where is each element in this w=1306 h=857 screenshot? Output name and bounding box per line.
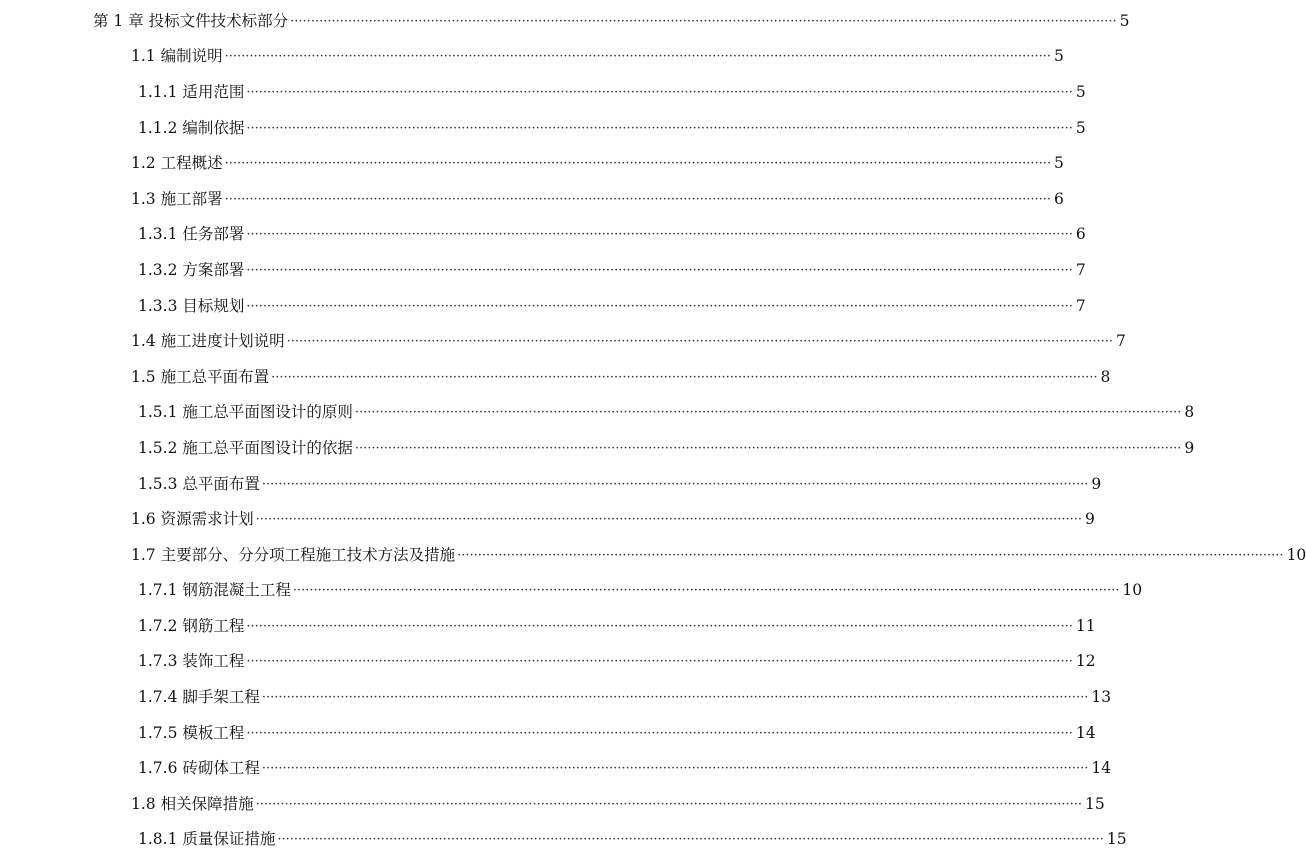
toc-entry[interactable] [138,608,1096,644]
table-of-contents [0,3,1306,857]
dot-leader: ········································································································································································································ [457,547,1284,563]
toc-entry-page-number: 13 [1091,688,1112,707]
toc-entry[interactable] [131,359,1111,395]
dot-leader: ········································································································································································································ [354,440,1182,456]
toc-entry-title: 1.7.1 钢筋混凝土工程 [138,581,291,600]
toc-entry-title: 1.1.2 编制依据 [138,118,245,137]
toc-entry[interactable] [131,145,1064,181]
toc-entry-page-number: 5 [1075,82,1086,101]
toc-entry-title: 1.5.3 总平面布置 [138,474,260,493]
toc-entry-page-number: 11 [1075,616,1096,635]
toc-entry[interactable] [131,537,1306,573]
toc-entry-title: 1.7.4 脚手架工程 [138,688,260,707]
toc-entry-title: 1.3.1 任务部署 [138,225,245,244]
toc-entry-page-number: 10 [1286,545,1306,564]
toc-entry[interactable] [138,715,1096,751]
dot-leader: ········································································································································································································ [354,405,1182,421]
toc-entry[interactable] [138,679,1112,715]
toc-entry-title: 1.3.2 方案部署 [138,260,245,279]
toc-entry[interactable] [138,822,1127,857]
toc-entry-page-number: 5 [1075,118,1086,137]
toc-entry[interactable] [138,288,1086,324]
toc-entry-page-number: 5 [1119,11,1130,30]
toc-entry-page-number: 7 [1075,296,1086,315]
toc-entry[interactable] [131,323,1126,359]
dot-leader: ········································································································································································································ [261,761,1089,777]
dot-leader: ········································································································································································································ [290,13,1117,29]
toc-entry[interactable] [138,430,1195,466]
toc-entry-title: 1.1.1 适用范围 [138,82,245,101]
toc-entry[interactable] [138,750,1112,786]
toc-entry-page-number: 15 [1085,794,1105,813]
toc-entry[interactable] [131,39,1064,75]
dot-leader: ········································································································································································································ [255,512,1083,528]
dot-leader: ········································································································································································································ [224,191,1052,207]
dot-leader: ········································································································································································································ [261,476,1089,492]
dot-leader: ········································································································································································································ [246,84,1073,100]
toc-entry-page-number: 9 [1085,510,1095,529]
toc-entry-page-number: 10 [1122,581,1143,600]
toc-entry-page-number: 8 [1184,403,1195,422]
toc-entry[interactable] [93,3,1130,39]
dot-leader: ········································································································································································································ [255,796,1083,812]
toc-entry[interactable] [138,573,1143,609]
toc-entry-page-number: 9 [1184,438,1195,457]
toc-entry-title: 1.7.5 模板工程 [138,723,245,742]
toc-entry-page-number: 8 [1100,367,1111,386]
dot-leader: ········································································································································································································ [261,690,1089,706]
toc-entry-title: 1.5.1 施工总平面图设计的原则 [138,403,353,422]
toc-entry-title: 1.7.2 钢筋工程 [138,616,245,635]
toc-entry-page-number: 7 [1116,332,1126,351]
toc-entry[interactable] [131,786,1105,822]
toc-entry-title: 1.7.6 砖砌体工程 [138,759,260,778]
dot-leader: ········································································································································································································ [277,832,1104,848]
toc-entry[interactable] [138,217,1086,253]
dot-leader: ········································································································································································································ [246,298,1073,314]
toc-entry-page-number: 14 [1091,759,1112,778]
toc-entry-page-number: 15 [1106,830,1127,849]
toc-entry-title: 1.3.3 目标规划 [138,296,245,315]
toc-entry-page-number: 6 [1054,189,1064,208]
dot-leader: ········································································································································································································ [246,725,1073,741]
toc-entry-title: 1.4 施工进度计划说明 [131,332,285,351]
toc-entry-title: 1.8.1 质量保证措施 [138,830,276,849]
toc-entry[interactable] [138,644,1096,680]
dot-leader: ········································································································································································································ [286,334,1114,350]
toc-entry-page-number: 5 [1054,47,1064,66]
toc-entry[interactable] [131,501,1095,537]
toc-entry-title: 1.8 相关保障措施 [131,794,254,813]
toc-entry-title: 1.7.3 装饰工程 [138,652,245,671]
dot-leader: ········································································································································································································ [271,369,1098,385]
toc-entry[interactable] [138,466,1102,502]
toc-entry-title: 1.5.2 施工总平面图设计的依据 [138,438,353,457]
toc-entry[interactable] [138,395,1195,431]
toc-entry[interactable] [138,252,1086,288]
toc-entry-page-number: 5 [1054,154,1064,173]
toc-entry-page-number: 7 [1075,260,1086,279]
dot-leader: ········································································································································································································ [246,227,1073,243]
toc-entry-title: 1.3 施工部署 [131,189,223,208]
toc-entry-page-number: 6 [1075,225,1086,244]
toc-entry-title: 1.5 施工总平面布置 [131,367,270,386]
toc-entry-page-number: 9 [1091,474,1102,493]
dot-leader: ········································································································································································································ [246,262,1073,278]
toc-entry-title: 1.1 编制说明 [131,47,223,66]
dot-leader: ········································································································································································································ [246,120,1073,136]
toc-entry[interactable] [131,181,1064,217]
toc-entry-title: 1.6 资源需求计划 [131,510,254,529]
toc-entry-page-number: 14 [1075,723,1096,742]
toc-entry-title: 第 1 章 投标文件技术标部分 [93,11,289,30]
dot-leader: ········································································································································································································ [224,156,1052,172]
toc-entry[interactable] [138,110,1086,146]
toc-entry-page-number: 12 [1075,652,1096,671]
dot-leader: ········································································································································································································ [224,49,1052,65]
dot-leader: ········································································································································································································ [246,654,1073,670]
toc-entry-title: 1.2 工程概述 [131,154,223,173]
dot-leader: ········································································································································································································ [246,618,1073,634]
toc-entry-title: 1.7 主要部分、分分项工程施工技术方法及措施 [131,545,456,564]
toc-entry[interactable] [138,74,1086,110]
dot-leader: ········································································································································································································ [292,583,1120,599]
